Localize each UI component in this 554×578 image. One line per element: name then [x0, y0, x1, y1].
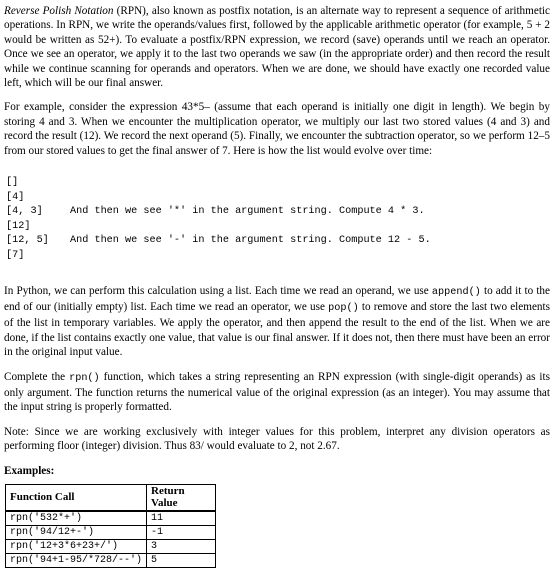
list-trace	[6, 176, 550, 264]
note-paragraph: Note: Since we are working exclusively with integer values for this problem, interpret any division operators as performing floor (integer) division. Thus 83/ would evaluate to 2, not 2.67.	[4, 425, 550, 453]
col-return-value: Return Value	[147, 484, 216, 511]
trace-line: []	[6, 177, 19, 189]
table-row	[6, 539, 216, 553]
trace-line: [4, 3] And then we see '*' in the argument string. Compute 4 * 3.	[6, 206, 425, 218]
table-row	[6, 553, 216, 567]
trace-line: [12]	[6, 220, 31, 232]
intro-term: Reverse Polish Notation	[4, 5, 114, 17]
intro-text: (RPN), also known as postfix notation, is an alternate way to represent a sequence of arithmetic operations. In RPN, we write the operands/values first, followed by the applicable arithmetic operator (for example, 5 + 2 would be written as 52+). To evaluate a postfix/RPN expression, we record (save) operands until we reach an operator. Once we see an operator, we apply it to the last two operands we saw (in the appropriate order) and then record the result while we continue scanning for operands and operators. When we are done, we should have exactly one recorded value left, which will be our final answer.	[4, 5, 550, 90]
example-paragraph: For example, consider the expression 43*5– (assume that each operand is initially one digit in length). We begin by storing 4 and 3. When we encounter the multiplication operator, we multiply our last two stored values (4 and 3) and record the result (12). We record the next operand (5). Finally, we encounter the subtraction operator, so we perform 12–5 from our stored values to get the final answer of 7. Here is how the list would evolve over time:	[4, 101, 550, 157]
examples-heading: Examples:	[4, 464, 55, 477]
pop-code: pop()	[328, 303, 359, 315]
table-row	[6, 511, 216, 526]
trace-line: [7]	[6, 250, 25, 262]
function-call-cell: rpn('12+3*6+23+/')	[6, 539, 147, 553]
examples-table	[5, 484, 216, 568]
return-value-cell: -1	[147, 525, 216, 539]
return-value-cell: 3	[147, 539, 216, 553]
function-call-cell: rpn('94+1-95/*728/--')	[6, 553, 147, 567]
problem-document	[4, 4, 550, 568]
rpn-code: rpn()	[69, 372, 100, 384]
task-paragraph: Complete the rpn() function, which takes a string representing an RPN expression (with single-digit operands) as its only argument. The function returns the numerical value of the original expression (as an integer). You may assume that the input string is properly formatted.	[4, 370, 550, 414]
return-value-cell: 11	[147, 511, 216, 526]
trace-line: [4]	[6, 191, 25, 203]
trace-line: [12, 5] And then we see '-' in the argument string. Compute 12 - 5.	[6, 235, 431, 247]
return-value-cell: 5	[147, 553, 216, 567]
examples-header-row	[6, 484, 216, 511]
col-function-call: Function Call	[6, 484, 147, 511]
function-call-cell: rpn('94/12+-')	[6, 525, 147, 539]
table-row	[6, 525, 216, 539]
python-paragraph: In Python, we can perform this calculation using a list. Each time we read an operand, we use append() to add it to the end of our (initially empty) list. Each time we read an operator, we use pop() to remove and store the last two elements of the list in temporary variables. We apply the operator, and then append the result to the end of the list. When we are done, if the list contains exactly one value, that value is our final answer. If it does not, then there must have been an error in the original input value.	[4, 284, 550, 359]
function-call-cell: rpn('532*+')	[6, 511, 147, 526]
intro-paragraph	[4, 4, 550, 90]
append-code: append()	[431, 286, 481, 298]
